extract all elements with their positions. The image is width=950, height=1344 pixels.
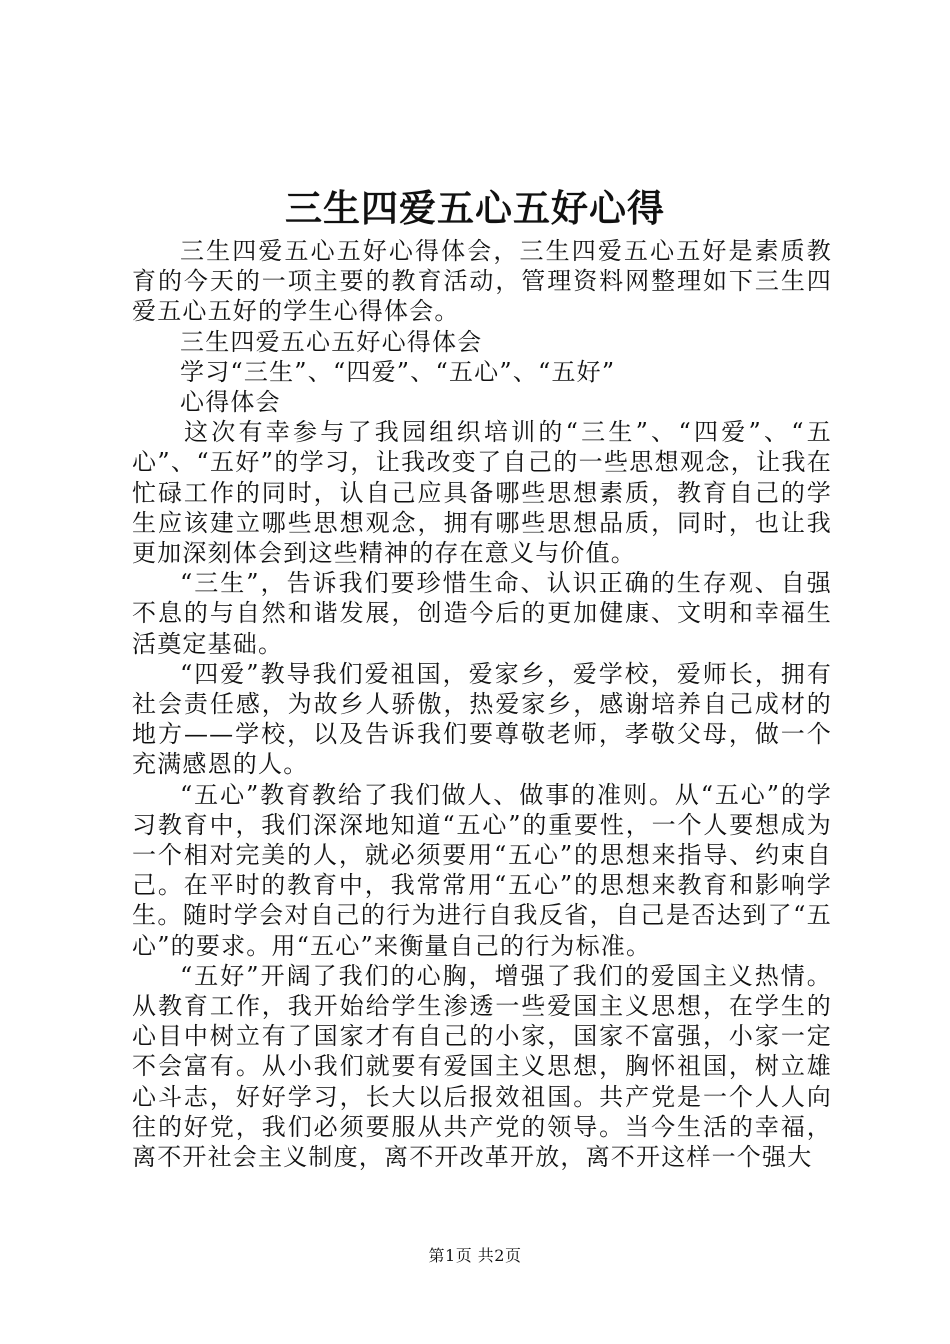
paragraph-san-sheng: “三生”，告诉我们要珍惜生命、认识正确的生存观、自强不息的与自然和谐发展，创造今后的更加健康、文明和幸福生活奠定基础。 bbox=[132, 569, 832, 658]
page-footer: 第1页 共2页 bbox=[428, 1246, 522, 1265]
paragraph-si-ai: “四爱”教导我们爱祖国，爱家乡，爱学校，爱师长，拥有社会责任感，为故乡人骄傲，热爱家乡，感谢培养自己成材的地方——学校，以及告诉我们要尊敬老师，孝敬父母，做一个充满感恩的人。 bbox=[132, 659, 832, 779]
paragraph-intro: 三生四爱五心五好心得体会，三生四爱五心五好是素质教育的今天的一项主要的教育活动，管理资料网整理如下三生四爱五心五好的学生心得体会。 bbox=[132, 237, 832, 326]
document-body bbox=[132, 236, 832, 1172]
paragraph-study-heading: 学习“三生”、“四爱”、“五心”、“五好” bbox=[180, 357, 616, 386]
page-title: 三生四爱五心五好心得 bbox=[285, 186, 665, 230]
paragraph-subheading: 三生四爱五心五好心得体会 bbox=[180, 327, 483, 356]
paragraph-wu-xin: “五心”教育教给了我们做人、做事的准则。从“五心”的学习教育中，我们深深地知道“五心”的重要性，一个人要想成为一个相对完美的人，就必须要用“五心”的思想来指导、约束自己。在平时的教育中，我常常用“五心”的思想来教育和影响学生。随时学会对自己的行为进行自我反省，自己是否达到了“五心”的要求。用“五心”来衡量自己的行为标准。 bbox=[132, 780, 832, 960]
paragraph-training: 这次有幸参与了我园组织培训的“三生”、“四爱”、“五心”、“五好”的学习，让我改变了自己的一些思想观念，让我在忙碌工作的同时，认自己应具备哪些思想素质，教育自己的学生应该建立哪些思想观念，拥有哪些思想品质，同时，也让我更加深刻体会到这些精神的存在意义与价值。 bbox=[132, 418, 832, 568]
paragraph-wu-hao: “五好”开阔了我们的心胸，增强了我们的爱国主义热情。从教育工作，我开始给学生渗透一些爱国主义思想，在学生的心目中树立有了国家才有自己的小家，国家不富强，小家一定不会富有。从小我们就要有爱国主义思想，胸怀祖国，树立雄心斗志，好好学习，长大以后报效祖国。共产党是一个人人向往的好党，我们必须要服从共产党的领导。当今生活的幸福，离不开社会主义制度，离不开改革开放，离不开这样一个强大 bbox=[132, 961, 832, 1172]
paragraph-experience-heading: 心得体会 bbox=[180, 388, 281, 417]
